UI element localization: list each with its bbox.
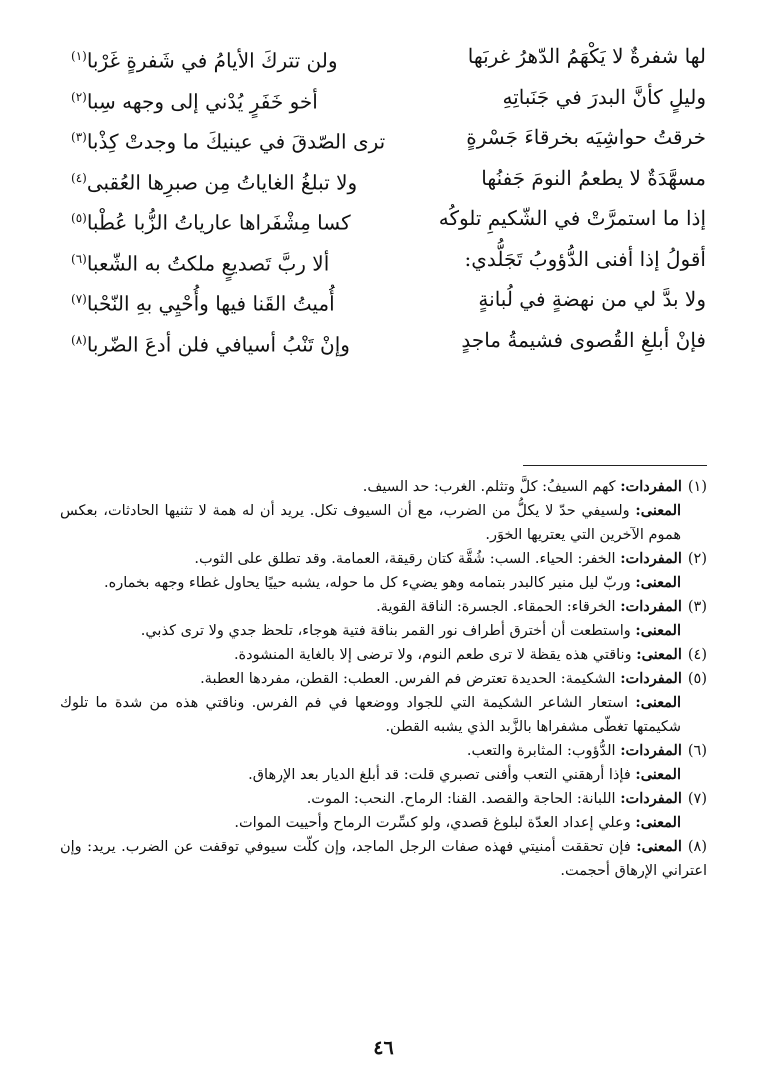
footnote-label: المفردات:: [620, 478, 682, 495]
footnote-label: المفردات:: [620, 550, 682, 567]
footnote-ref: (٨): [71, 332, 87, 347]
verse-first-hemistich: فإنْ أبلغِ القُصوى فشيمةُ ماجدٍ: [461, 327, 706, 352]
footnote-entry: [60, 763, 707, 787]
footnote-text: وناقتي هذه يقظة لا ترى طعم النوم، ولا ترضى إلا بالغاية المنشودة.: [233, 647, 632, 663]
footnote-label: المعنى:: [635, 622, 681, 639]
verse-second-text: ترى الصّدقَ في عينيكَ ما وجدتْ كِذْبا: [86, 129, 386, 154]
footnote-text: ولسيفي حدّ لا يكلُّ من الضرب، مع أن السيوف تكل. يريد أن له همة لا تثنيها الحادثات، بعكس هموم الآخرين التي يعتريها الخوَر.: [60, 503, 681, 543]
footnote-label: المعنى:: [635, 694, 682, 711]
verse-second-hemistich: [70, 38, 338, 79]
verse: [70, 241, 706, 282]
verse-second-hemistich: [70, 200, 351, 241]
footnote-number: (٥): [687, 671, 707, 687]
verse-second-text: ولن تتركَ الأيامُ في شَفرةٍ غَرْبا: [86, 48, 338, 73]
verse-second-text: أخو خَفَرٍ يُدْني إلى وجهه سِبا: [86, 89, 318, 114]
footnote-text: الشكيمة: الحديدة تعترض فم الفرس. العطب: القطن، مفردها العطبة.: [200, 671, 616, 687]
footnote-text: فإن تحققت أمنيتي فهذه صفات الرجل الماجد، وإن كلّت سيوفي توقفت عن الضرب. يريد: وإن اعتراني الإرهاق أحجمت.: [60, 839, 707, 879]
verse-first-hemistich: خرقتُ حواشِيَه بخرقاءَ جَسْرةٍ: [466, 125, 706, 149]
footnote-label: المعنى:: [635, 574, 681, 591]
verse: [70, 200, 706, 241]
verse-second-hemistich: [70, 322, 350, 363]
footnote-text: وربّ ليل منير كالبدر بتمامه وهو يضيء كل ما حوله، يشبه حييًا يحاول غطاء وجهه بخماره.: [103, 575, 631, 591]
footnote-ref: (٧): [71, 292, 87, 306]
footnote-number: (٨): [687, 839, 708, 855]
footnote-label: المفردات:: [620, 670, 682, 687]
footnote-label: المعنى:: [636, 646, 682, 663]
verse-first-hemistich: ولا بدَّ لي من نهضةٍ في لُبانةٍ: [478, 287, 706, 311]
footnote-number: (٦): [687, 743, 707, 759]
footnote-entry: [60, 811, 707, 835]
footnotes: [60, 475, 707, 883]
footnote-entry: [60, 595, 707, 619]
footnote-text: استعار الشاعر الشكيمة التي للجواد ووضعها في فم الفرس. وناقتي هذه من شدة ما تلوك شكيمتها تغطّى مشفراها بالزَّبد الذي يشبه القطن.: [60, 695, 681, 735]
footnote-entry: [60, 691, 707, 739]
footnote-label: المفردات:: [620, 742, 682, 759]
verse-second-text: وإنْ تَنْبُ أسيافي فلن أدعَ الضّربا: [86, 332, 350, 357]
page-number: ٤٦: [373, 1037, 394, 1059]
footnote-text: واستطعت أن أخترق أطراف نور القمر بناقة فتية هوجاء، تلحظ جدي ولا ترى كذبي.: [140, 623, 631, 639]
footnote-ref: (٥): [71, 211, 87, 225]
footnote-ref: (٣): [71, 130, 87, 144]
footnote-number: (٤): [687, 647, 707, 663]
verse-first-hemistich: إذا ما استمرَّتْ في الشّكيمِ تلوكُه: [438, 206, 706, 230]
footnote-entry: [60, 739, 707, 763]
footnote-number: (٣): [687, 599, 707, 615]
footnote-ref: (٦): [71, 251, 87, 266]
verse-second-text: ألا ربَّ تَصديعٍ ملكتُ به الشّعبا: [86, 251, 330, 276]
footnote-entry: [60, 835, 707, 883]
footnote-text: كهم السيفُ: كلَّ وتثلم. الغرب: حد السيف.: [362, 479, 616, 495]
footnote-entry: [60, 571, 707, 595]
verse: [70, 160, 706, 201]
footnote-ref: (٢): [71, 89, 87, 104]
footnote-text: فإذا أرهقني التعب وأفنى تصبري قلت: قد أبلغ الديار بعد الإرهاق.: [248, 767, 631, 783]
footnote-entry: [60, 643, 707, 667]
footnote-number: (٧): [687, 791, 707, 807]
verse-second-text: أُميتُ القَنا فيها وأُحْيِي بهِ النّحْبا: [86, 291, 335, 316]
verse: [70, 322, 706, 363]
footnote-label: المعنى:: [635, 502, 682, 519]
poem: [70, 38, 706, 362]
footnote-text: الخفر: الحياء. السب: شُقَّة كتان رقيقة، العمامة. وقد تطلق على الثوب.: [194, 551, 616, 567]
footnote-text: الدُّؤوب: المثابرة والتعب.: [466, 743, 616, 759]
footnote-entry: [60, 667, 707, 691]
footnote-label: المعنى:: [635, 766, 681, 783]
footnote-number: (٢): [687, 551, 707, 567]
verse-second-hemistich: [70, 160, 357, 201]
verse: [70, 38, 706, 79]
footnote-text: وعلي إعداد العدّة لبلوغ قصدي، ولو كسِّرت الرماح وأحييت الموات.: [234, 815, 631, 831]
verse-second-hemistich: [70, 241, 329, 282]
footnote-entry: [60, 547, 707, 571]
footnote-text: اللبانة: الحاجة والقصد. القنا: الرماح. النحب: الموت.: [306, 791, 616, 807]
footnote-entry: [60, 499, 707, 547]
footnote-ref: (٤): [71, 170, 87, 185]
verse-first-hemistich: مسهَّدَةٌ لا يطعمُ النومَ جَفنُها: [481, 165, 706, 190]
verse-second-hemistich: [70, 79, 318, 120]
footnote-entry: [60, 619, 707, 643]
verse-first-hemistich: لها شفرةٌ لا يَكْهَمُ الدّهرُ غربَها: [467, 44, 706, 68]
footnote-number: (١): [687, 479, 707, 495]
verse: [70, 79, 706, 120]
verse-second-text: كسا مِشْفَراها عارياتُ الزُّبا عُطْبا: [86, 210, 351, 235]
verse-second-hemistich: [70, 281, 335, 322]
footnote-label: المفردات:: [620, 790, 682, 807]
verse-first-hemistich: وليلٍ كأنَّ البدرَ في جَنَباتِهِ: [502, 84, 706, 109]
verse-second-text: ولا تبلغُ الغاياتُ مِن صبرِها العُقبى: [86, 170, 358, 195]
footnote-separator: [523, 465, 707, 466]
footnote-label: المعنى:: [635, 814, 681, 831]
footnote-entry: [60, 475, 707, 499]
verse-first-hemistich: أقولُ إذا أفنى الدُّؤوبُ تَجَلُّدي:: [464, 246, 706, 271]
footnote-ref: (١): [71, 49, 87, 63]
footnote-entry: [60, 787, 707, 811]
footnote-label: المعنى:: [636, 838, 682, 855]
verse: [70, 119, 706, 160]
verse: [70, 281, 706, 322]
footnote-text: الخرقاء: الحمقاء. الجسرة: الناقة القوية.: [376, 599, 616, 615]
verse-second-hemistich: [70, 119, 385, 160]
footnote-label: المفردات:: [620, 598, 682, 615]
